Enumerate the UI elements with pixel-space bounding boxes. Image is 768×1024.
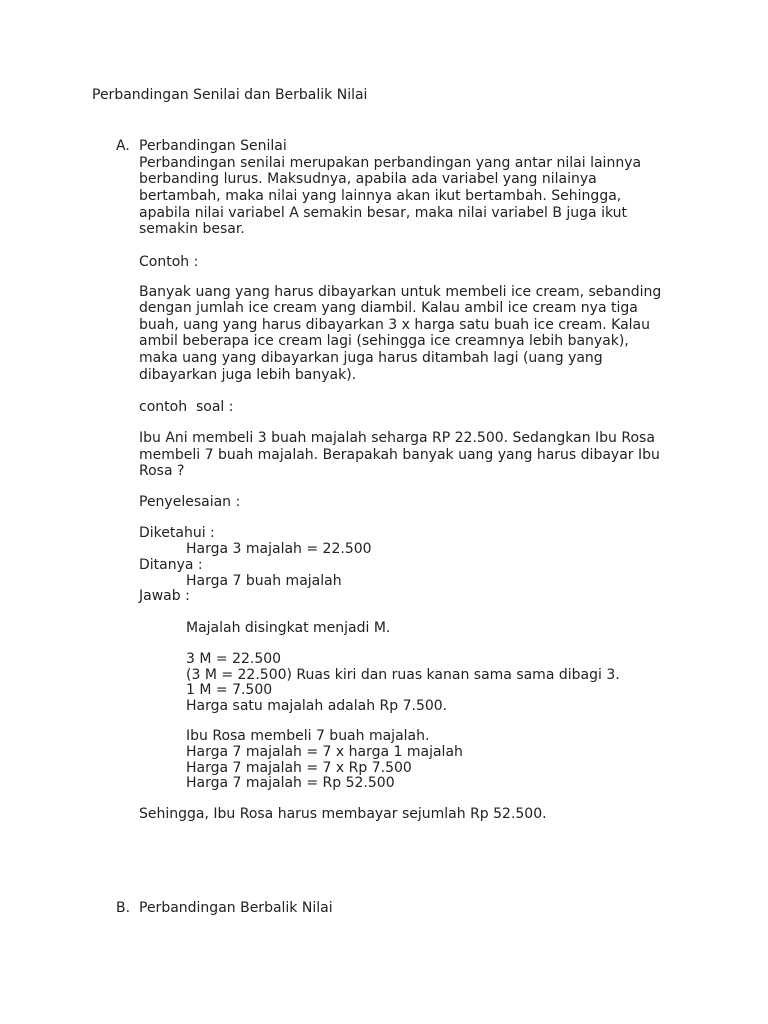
definition-line: berbanding lurus. Maksudnya, apabila ada variabel yang nilainya [139, 171, 597, 187]
penyelesaian-label: Penyelesaian : [139, 494, 241, 510]
contoh-line: dibayarkan juga lebih banyak). [139, 367, 357, 383]
jawab-label: Jawab : [139, 588, 190, 604]
soal-label: contoh soal : [139, 399, 234, 415]
contoh-line: Banyak uang yang harus dibayarkan untuk membeli ice cream, sebanding [139, 284, 662, 300]
diketahui-label: Diketahui : [139, 525, 215, 541]
contoh-line: dengan jumlah ice cream yang diambil. Kalau ambil ice cream nya tiga [139, 300, 638, 316]
definition-line: semakin besar. [139, 221, 245, 237]
ditanya-value: Harga 7 buah majalah [186, 573, 342, 589]
step-line: Harga 7 majalah = 7 x harga 1 majalah [186, 744, 463, 760]
contoh-line: buah, uang yang harus dibayarkan 3 x harga satu buah ice cream. Kalau [139, 317, 650, 333]
diketahui-value: Harga 3 majalah = 22.500 [186, 541, 372, 557]
step-line: Harga 7 majalah = 7 x Rp 7.500 [186, 760, 412, 776]
step-line: Majalah disingkat menjadi M. [186, 620, 391, 636]
section-b-marker: B. [116, 900, 131, 916]
step-line: Ibu Rosa membeli 7 buah majalah. [186, 728, 430, 744]
step-line: Harga satu majalah adalah Rp 7.500. [186, 698, 448, 714]
step-line: 1 M = 7.500 [186, 682, 273, 698]
section-b-heading: Perbandingan Berbalik Nilai [139, 900, 333, 916]
conclusion: Sehingga, Ibu Rosa harus membayar sejumlah Rp 52.500. [139, 806, 547, 822]
step-line: Harga 7 majalah = Rp 52.500 [186, 775, 395, 791]
definition-line: bertambah, maka nilai yang lainnya akan ikut bertambah. Sehingga, [139, 188, 622, 204]
soal-line: Ibu Ani membeli 3 buah majalah seharga RP 22.500. Sedangkan Ibu Rosa [139, 430, 655, 446]
soal-line: Rosa ? [139, 463, 185, 479]
step-line: (3 M = 22.500) Ruas kiri dan ruas kanan sama sama dibagi 3. [186, 667, 620, 683]
definition-line: Perbandingan senilai merupakan perbandingan yang antar nilai lainnya [139, 155, 642, 171]
contoh-label: Contoh : [139, 254, 199, 270]
section-a-marker: A. [116, 138, 130, 154]
section-a-heading: Perbandingan Senilai [139, 138, 287, 154]
soal-line: membeli 7 buah majalah. Berapakah banyak uang yang harus dibayar Ibu [139, 447, 660, 463]
contoh-line: ambil beberapa ice cream lagi (sehingga ice creamnya lebih banyak), [139, 333, 629, 349]
step-line: 3 M = 22.500 [186, 651, 282, 667]
definition-line: apabila nilai variabel A semakin besar, maka nilai variabel B juga ikut [139, 205, 628, 221]
ditanya-label: Ditanya : [139, 557, 203, 573]
document-title: Perbandingan Senilai dan Berbalik Nilai [92, 87, 368, 103]
contoh-line: maka uang yang dibayarkan juga harus ditambah lagi (uang yang [139, 350, 603, 366]
